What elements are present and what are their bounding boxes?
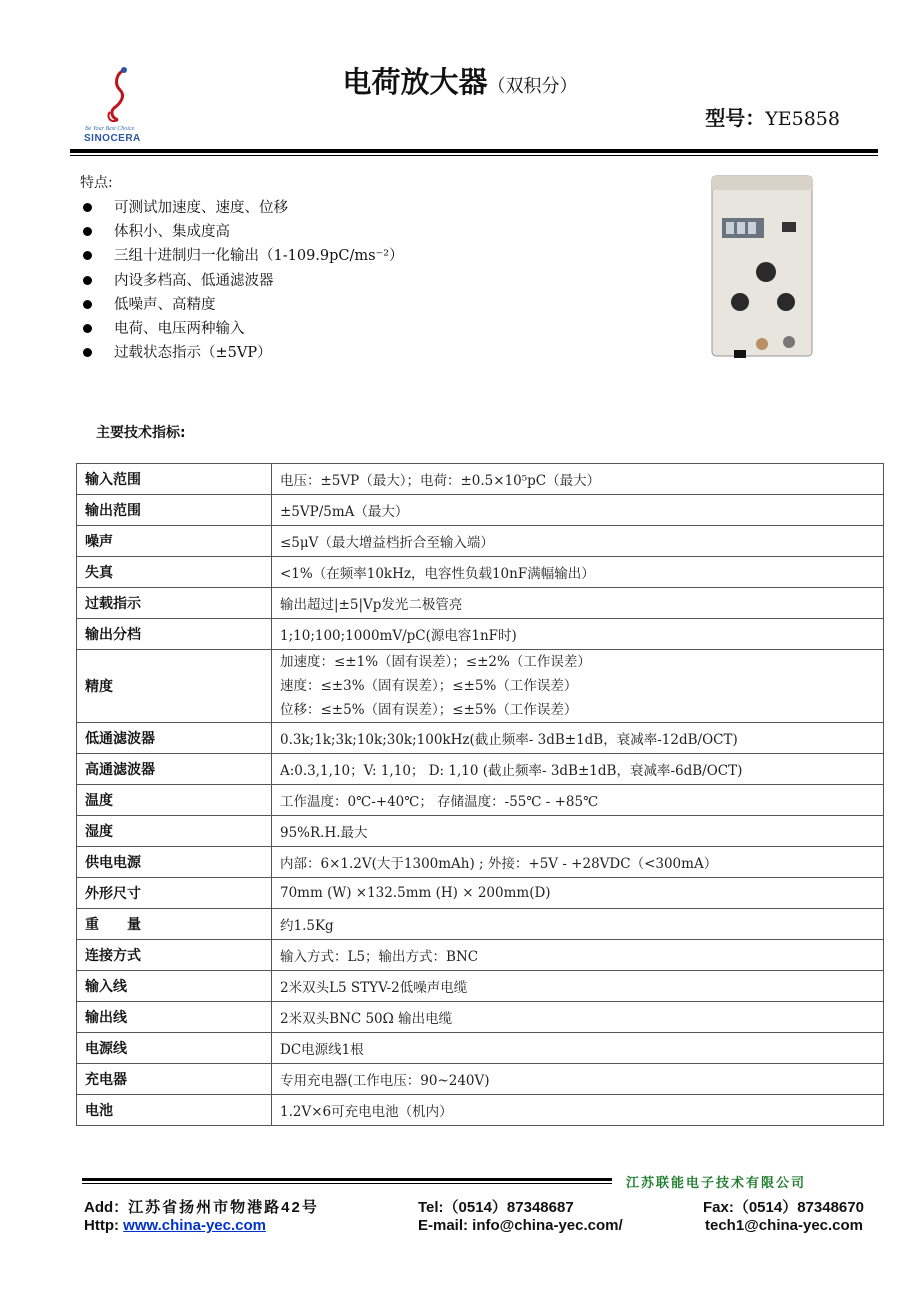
feature-item: 三组十进制归一化输出（1-109.9pC/ms⁻²） [80,244,404,268]
table-row: 噪声 ≤5μV（最大增益档折合至输入端） [77,526,884,557]
specs-table [76,463,884,1126]
charge-amplifier-device-image [704,168,822,368]
footer-divider [82,1178,612,1181]
feature-item: 可测试加速度、速度、位移 [80,196,404,220]
footer-fax: Fax:（0514）87348670 [703,1199,864,1216]
logo-tagline: Be Your Best Choice [85,126,135,132]
footer-website: Http: www.china-yec.com [84,1217,266,1234]
table-row: 电源线 DC电源线1根 [77,1033,884,1064]
table-row: 温度 工作温度：0℃-+40℃； 存储温度：-55℃ - +85℃ [77,785,884,816]
table-row: 失真 <1%（在频率10kHz，电容性负载10nF满幅输出） [77,557,884,588]
feature-item: 电荷、电压两种输入 [80,317,404,341]
feature-item: 低噪声、高精度 [80,293,404,317]
model-value: YE5858 [765,108,840,130]
table-row: 重 量 约1.5Kg [77,909,884,940]
table-row: 输入范围 电压：±5VP（最大）；电荷：±0.5×10⁵pC（最大） [77,464,884,495]
table-row: 输出分档 1;10;100;1000mV/pC(源电容1nF时) [77,619,884,650]
table-row: 湿度 95%R.H.最大 [77,816,884,847]
footer-email: E-mail: info@china-yec.com/ [418,1217,623,1234]
title-sub: （双积分） [487,76,578,97]
table-row: 过载指示 输出超过|±5|Vp发光二极管亮 [77,588,884,619]
footer-email2: tech1@china-yec.com [705,1217,864,1234]
footer-tel: Tel:（0514）87348687 [418,1199,574,1216]
bullet-icon [83,251,92,260]
logo-name: SINOCERA [84,133,141,144]
bullet-icon [83,276,92,285]
features-heading: 特点: [80,175,113,191]
bullet-icon [83,348,92,357]
page-title [0,60,920,101]
table-row: 电池 1.2V×6可充电电池（机内） [77,1095,884,1126]
website-link[interactable]: www.china-yec.com [123,1217,266,1234]
bullet-icon [83,324,92,333]
table-row: 供电电源 内部：6×1.2V(大于1300mAh) ; 外接：+5V - +28VDC（<300mA） [77,847,884,878]
feature-item: 过载状态指示（±5VP） [80,341,404,365]
model-label: 型号： [705,106,766,130]
header-divider-thin [70,155,878,156]
table-row: 输出线 2米双头BNC 50Ω 输出电缆 [77,1002,884,1033]
bullet-icon [83,227,92,236]
features-section [80,172,404,365]
table-row: 高通滤波器 A:0.3,1,10；V: 1,10； D: 1,10 (截止频率- 3dB±1dB，衰减率-6dB/OCT) [77,754,884,785]
table-row: 连接方式 输入方式：L5；输出方式：BNC [77,940,884,971]
feature-item: 内设多档高、低通滤波器 [80,269,404,293]
feature-item: 体积小、集成度高 [80,220,404,244]
bullet-icon [83,300,92,309]
table-row: 输出范围 ±5VP/5mA（最大） [77,495,884,526]
company-name: 江苏联能电子技术有限公司 [626,1176,807,1191]
footer-address: Add：江苏省扬州市物港路42号 [84,1199,319,1216]
table-row: 外形尺寸 70mm (W) ×132.5mm (H) × 200mm(D) [77,878,884,909]
table-row: 精度 加速度：≤±1%（固有误差）；≤±2%（工作误差） 速度：≤±3%（固有误差）；≤±5%（工作误差） 位移：≤±5%（固有误差）；≤±5%（工作误差） [77,650,884,723]
header-divider [70,149,878,153]
footer-divider-thin [82,1183,612,1184]
specs-heading: 主要技术指标: [96,425,186,441]
model-number [705,102,840,131]
bullet-icon [83,203,92,212]
features-list [80,196,404,365]
title-main: 电荷放大器 [342,65,488,99]
table-row: 充电器 专用充电器(工作电压：90~240V) [77,1064,884,1095]
table-row: 输入线 2米双头L5 STYV-2低噪声电缆 [77,971,884,1002]
table-row: 低通滤波器 0.3k;1k;3k;10k;30k;100kHz(截止频率- 3dB±1dB，衰减率-12dB/OCT) [77,723,884,754]
